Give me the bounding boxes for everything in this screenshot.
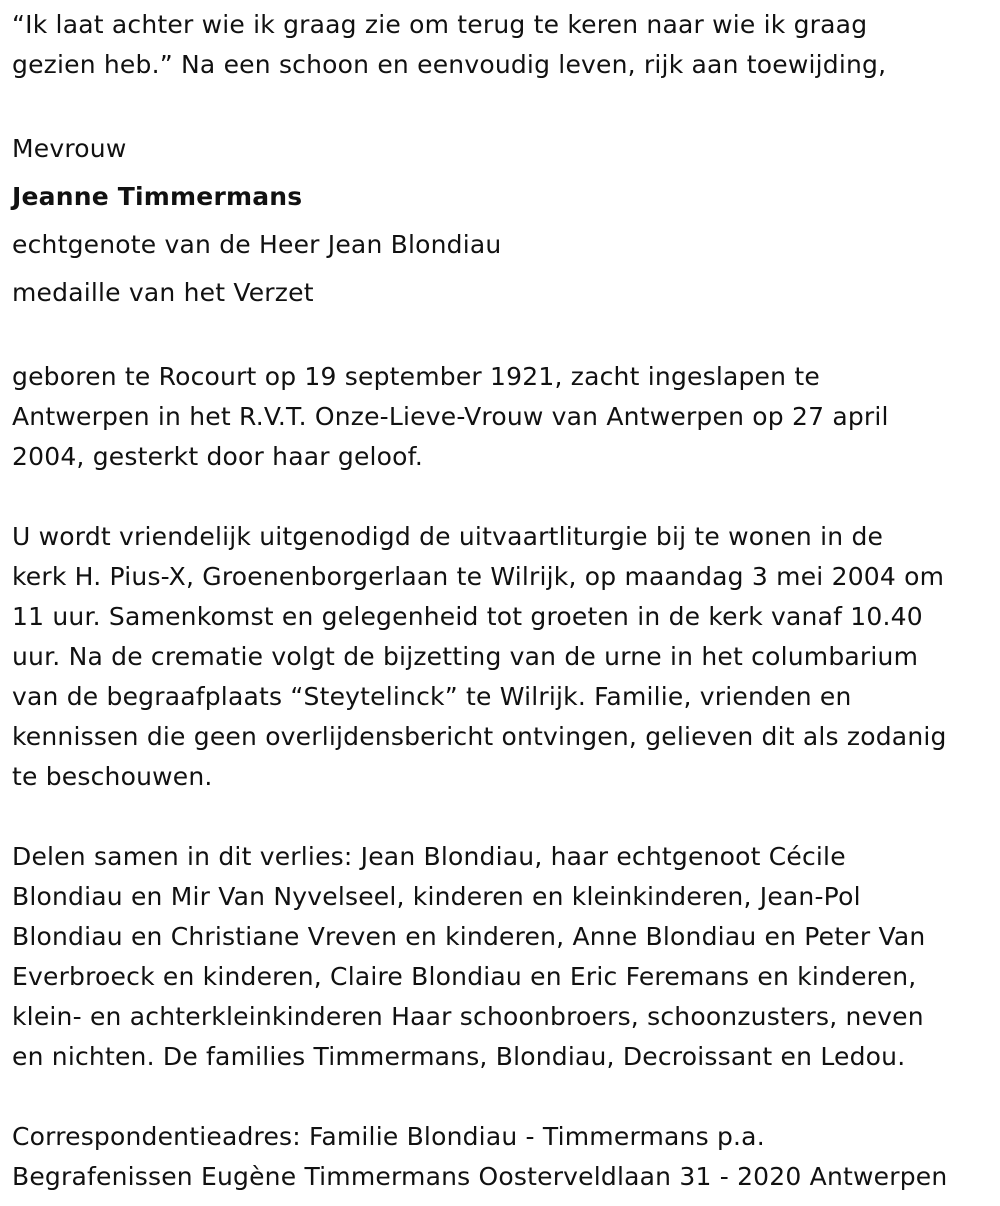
text-line: Blondiau en Christiane Vreven en kinderen, Anne Blondiau en Peter Van	[12, 922, 926, 951]
correspondence-address	[12, 1117, 996, 1197]
text-line: geboren te Rocourt op 19 september 1921, zacht ingeslapen te	[12, 362, 820, 391]
honorific-title: Mevrouw	[12, 134, 127, 163]
text-line: Blondiau en Mir Van Nyvelseel, kinderen en kleinkinderen, Jean-Pol	[12, 882, 861, 911]
text-line: 11 uur. Samenkomst en gelegenheid tot groeten in de kerk vanaf 10.40	[12, 602, 923, 631]
text-line: “Ik laat achter wie ik graag zie om terug te keren naar wie ik graag	[12, 10, 868, 39]
text-line: van de begraafplaats “Steytelinck” te Wilrijk. Familie, vrienden en	[12, 682, 852, 711]
text-line: Correspondentieadres: Familie Blondiau - Timmermans p.a.	[12, 1122, 765, 1151]
obituary-notice	[12, 0, 996, 1197]
opening-quote	[12, 0, 996, 85]
text-line: kerk H. Pius-X, Groenenborgerlaan te Wilrijk, op maandag 3 mei 2004 om	[12, 562, 945, 591]
text-line: uur. Na de crematie volgt de bijzetting van de urne in het columbarium	[12, 642, 919, 671]
funeral-service-paragraph	[12, 517, 996, 797]
text-line: U wordt vriendelijk uitgenodigd de uitvaartliturgie bij te wonen in de	[12, 522, 884, 551]
text-line: Antwerpen in het R.V.T. Onze-Lieve-Vrouw van Antwerpen op 27 april	[12, 402, 889, 431]
text-line: Everbroeck en kinderen, Claire Blondiau en Eric Feremans en kinderen,	[12, 962, 917, 991]
text-line: Begrafenissen Eugène Timmermans Oosterveldlaan 31 - 2020 Antwerpen	[12, 1162, 948, 1191]
text-line: te beschouwen.	[12, 762, 213, 791]
birth-death-paragraph	[12, 357, 996, 477]
deceased-name: Jeanne Timmermans	[12, 182, 303, 211]
spouse-line: echtgenote van de Heer Jean Blondiau	[12, 230, 502, 259]
text-line: Delen samen in dit verlies: Jean Blondiau, haar echtgenoot Cécile	[12, 842, 846, 871]
medal-line: medaille van het Verzet	[12, 278, 314, 307]
text-line: kennissen die geen overlijdensbericht ontvingen, gelieven dit als zodanig	[12, 722, 947, 751]
text-line: en nichten. De families Timmermans, Blondiau, Decroissant en Ledou.	[12, 1042, 906, 1071]
family-paragraph	[12, 837, 996, 1077]
text-line: 2004, gesterkt door haar geloof.	[12, 442, 423, 471]
text-line: gezien heb.” Na een schoon en eenvoudig leven, rijk aan toewijding,	[12, 50, 887, 79]
text-line: klein- en achterkleinkinderen Haar schoonbroers, schoonzusters, neven	[12, 1002, 924, 1031]
